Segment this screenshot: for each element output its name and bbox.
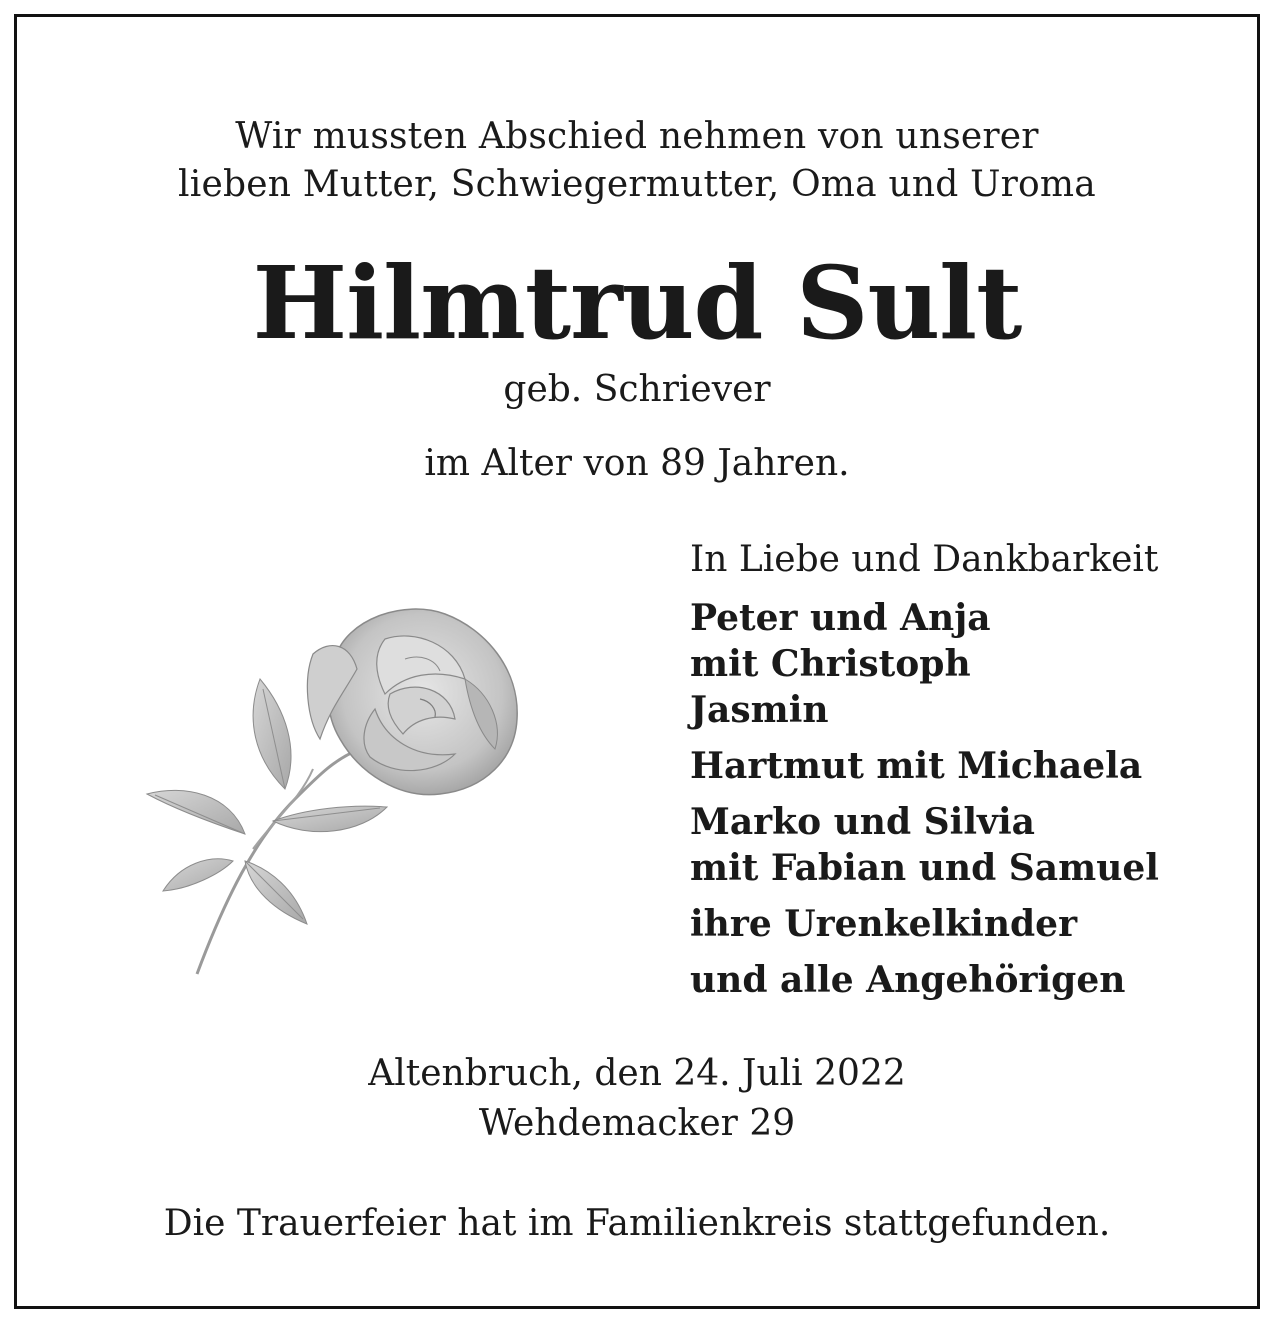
place-date: Altenbruch, den 24. Juli 2022 bbox=[368, 1053, 906, 1094]
mourner-line: Hartmut mit Michaela bbox=[690, 745, 1143, 787]
mourner-group bbox=[690, 743, 1159, 789]
birth-name: geb. Schriever bbox=[503, 369, 771, 410]
mourner-line: ihre Urenkelkinder bbox=[690, 903, 1078, 945]
mourner-line: Marko und Silvia bbox=[690, 801, 1035, 843]
leaf-top bbox=[253, 679, 291, 789]
rose-bloom bbox=[307, 609, 517, 795]
notice-frame bbox=[14, 14, 1260, 1309]
ceremony-note: Die Trauerfeier hat im Familienkreis stattgefunden. bbox=[163, 1203, 1111, 1244]
mourner-line: und alle Angehörigen bbox=[690, 959, 1126, 1001]
intro-line-1: Wir mussten Abschied nehmen von unserer bbox=[235, 116, 1039, 157]
rose-illustration bbox=[135, 599, 535, 989]
mourner-line: Jasmin bbox=[690, 689, 829, 731]
deceased-name: Hilmtrud Sult bbox=[252, 244, 1022, 362]
mourners-column bbox=[690, 537, 1159, 1013]
intro-line-2: lieben Mutter, Schwiegermutter, Oma und Uroma bbox=[178, 164, 1096, 205]
leaf-bottom-left bbox=[163, 859, 233, 891]
mourner-group bbox=[690, 799, 1159, 891]
mourner-line: Peter und Anja bbox=[690, 597, 991, 639]
mourner-group bbox=[690, 595, 1159, 733]
closing-phrase: In Liebe und Dankbarkeit bbox=[690, 539, 1159, 580]
intro-text bbox=[17, 113, 1257, 209]
mourner-group bbox=[690, 957, 1159, 1003]
address: Wehdemacker 29 bbox=[478, 1103, 796, 1144]
mourner-line: mit Christoph bbox=[690, 643, 971, 685]
mourner-line: mit Fabian und Samuel bbox=[690, 847, 1159, 889]
mourner-group bbox=[690, 901, 1159, 947]
age-text: im Alter von 89 Jahren. bbox=[424, 443, 850, 484]
